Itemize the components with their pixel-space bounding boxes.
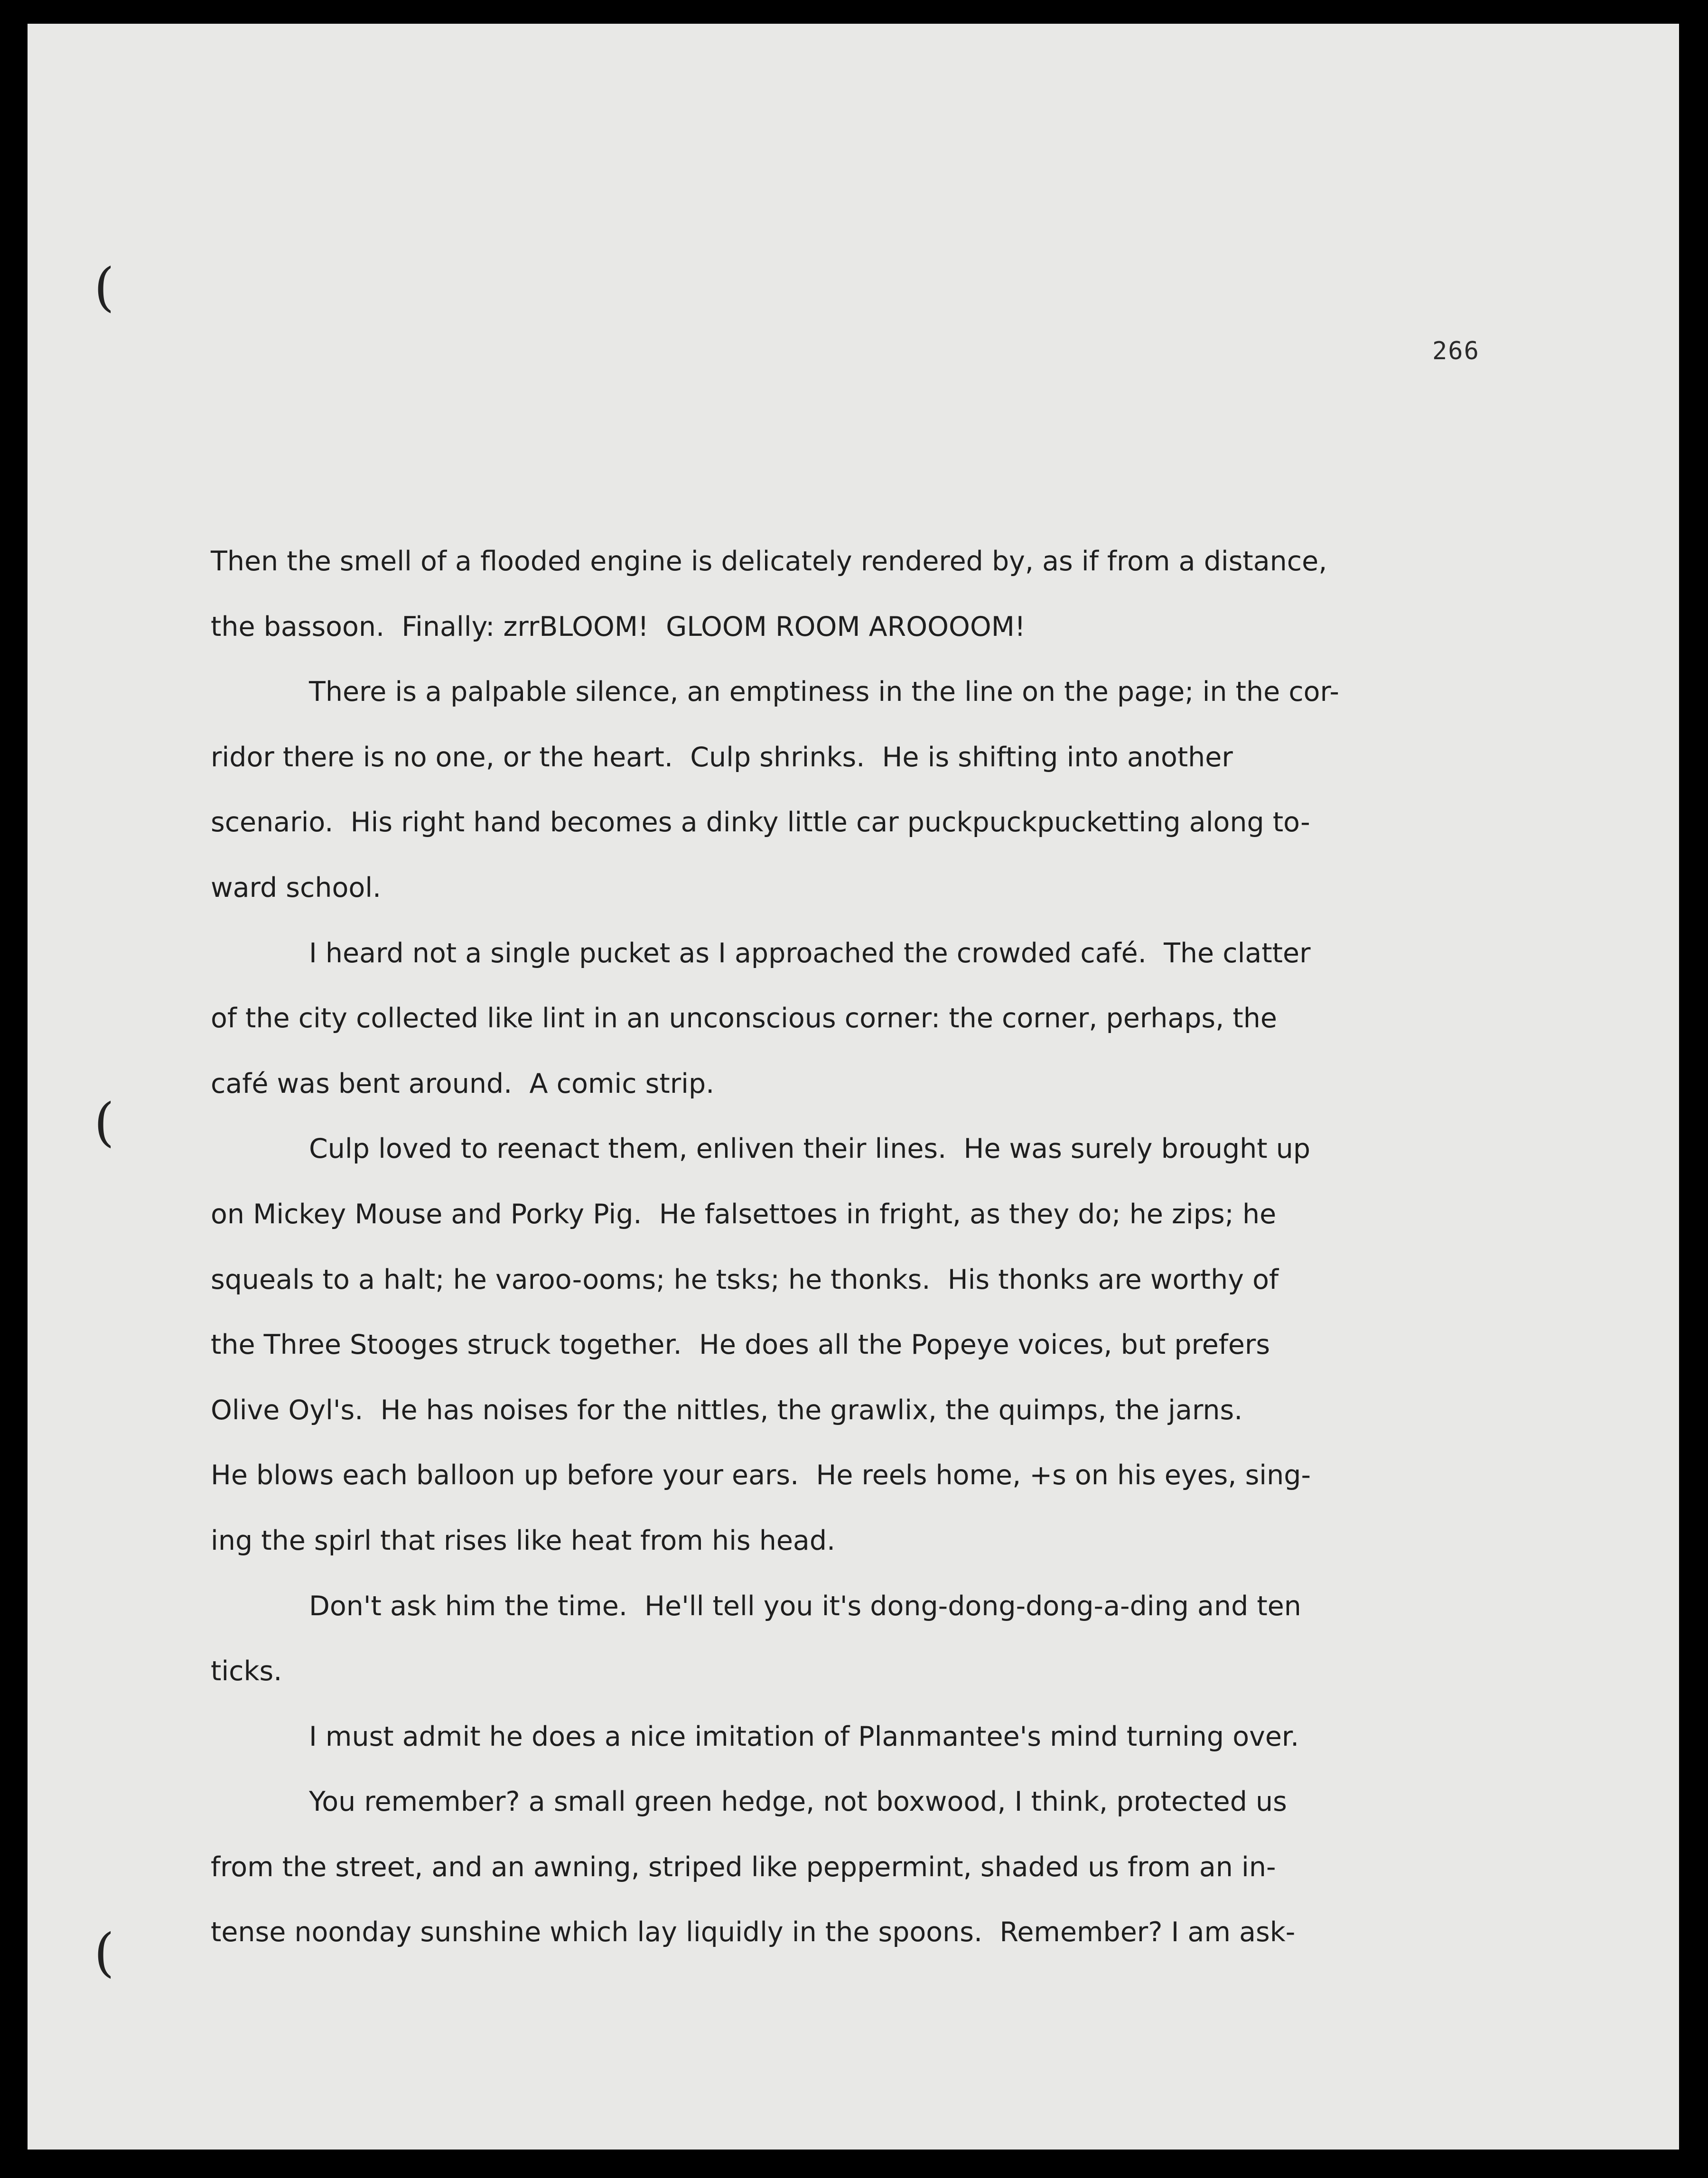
text-line: I heard not a single pucket as I approached the crowded café. The clatter — [309, 937, 1311, 969]
text-line: ticks. — [211, 1656, 282, 1687]
text-line: There is a palpable silence, an emptiness in the line on the page; in the cor- — [309, 676, 1339, 708]
text-line: Then the smell of a flooded engine is delicately rendered by, as if from a distance, — [211, 546, 1327, 577]
text-line: Don't ask him the time. He'll tell you it's dong-dong-dong-a-ding and ten — [309, 1590, 1301, 1622]
text-line: He blows each balloon up before your ears. He reels home, +s on his eyes, sing- — [211, 1460, 1311, 1491]
text-line: on Mickey Mouse and Porky Pig. He falsettoes in fright, as they do; he zips; he — [211, 1198, 1277, 1230]
text-line: the bassoon. Finally: zrrBLOOM! GLOOM ROOM AROOOOM! — [211, 611, 1026, 642]
body-text — [211, 529, 1487, 1965]
text-line: I must admit he does a nice imitation of Planmantee's mind turning over. — [309, 1721, 1299, 1752]
text-line: ing the spirl that rises like heat from his head. — [211, 1525, 836, 1556]
text-line: the Three Stooges struck together. He does all the Popeye voices, but prefers — [211, 1329, 1270, 1361]
text-line: You remember? a small green hedge, not boxwood, I think, protected us — [309, 1786, 1287, 1818]
margin-mark: ( — [94, 1092, 114, 1153]
text-line: ridor there is no one, or the heart. Culp shrinks. He is shifting into another — [211, 741, 1233, 773]
text-line: ward school. — [211, 872, 382, 903]
text-line: of the city collected like lint in an unconscious corner: the corner, perhaps, the — [211, 1003, 1277, 1034]
text-line: scenario. His right hand becomes a dinky little car puckpuckpucketting along to- — [211, 807, 1310, 838]
page-number: 266 — [1432, 337, 1480, 365]
text-line: from the street, and an awning, striped like peppermint, shaded us from an in- — [211, 1851, 1276, 1883]
margin-mark: ( — [94, 1922, 114, 1983]
text-line: Olive Oyl's. He has noises for the nittles, the grawlix, the quimps, the jarns. — [211, 1394, 1243, 1426]
text-line: café was bent around. A comic strip. — [211, 1068, 715, 1099]
text-line: tense noonday sunshine which lay liquidly in the spoons. Remember? I am ask- — [211, 1917, 1296, 1948]
text-line: Culp loved to reenact them, enliven their lines. He was surely brought up — [309, 1133, 1311, 1165]
typescript-page — [28, 24, 1679, 2150]
margin-mark: ( — [94, 257, 114, 317]
text-line: squeals to a halt; he varoo-ooms; he tsks; he thonks. His thonks are worthy of — [211, 1264, 1279, 1295]
